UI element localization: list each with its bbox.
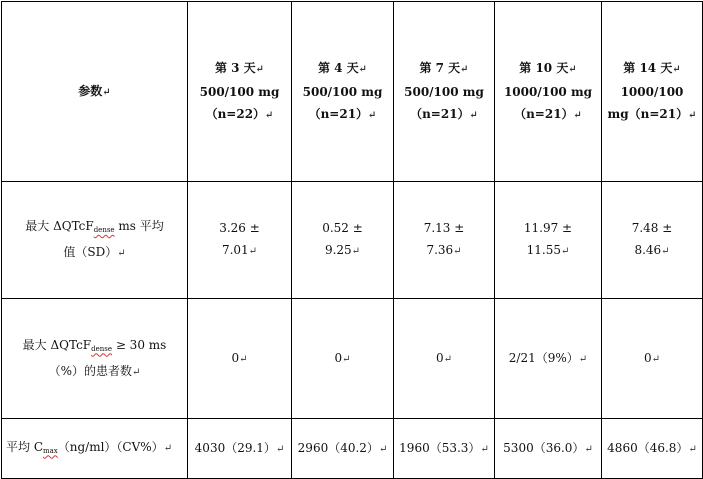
paragraph-mark-icon: ↵	[469, 109, 478, 121]
paragraph-mark-icon: ↵	[443, 353, 453, 365]
cell-cmax: 1960（53.3）	[399, 440, 481, 455]
paragraph-mark-icon: ↵	[560, 246, 570, 257]
row-label-text: （ng/ml）（CV%）	[57, 439, 164, 454]
row-label-text: 最大 ΔQTcF	[22, 337, 92, 352]
paragraph-mark-icon: ↵	[672, 63, 681, 75]
paragraph-mark-icon: ↵	[239, 353, 248, 365]
paragraph-mark-icon: ↵	[351, 246, 361, 257]
paragraph-mark-icon: ↵	[460, 63, 469, 75]
paragraph-mark-icon: ↵	[342, 353, 351, 365]
header-day-label: 第 10 天	[519, 60, 569, 75]
cell-value	[292, 419, 394, 479]
cell-sd: 11.55	[526, 243, 561, 257]
cell-mean: 11.97 ±	[523, 221, 573, 235]
header-n-label: mg（n=21）	[607, 106, 689, 121]
table-row	[2, 299, 703, 419]
paragraph-mark-icon: ↵	[661, 246, 670, 257]
cell-value	[394, 419, 495, 479]
cell-cmax: 2960（40.2）	[297, 440, 379, 455]
paragraph-mark-icon: ↵	[163, 442, 173, 454]
cell-value	[602, 419, 703, 479]
cell-value	[495, 182, 602, 299]
header-n-label: （n=21）	[308, 106, 369, 121]
header-day-label: 第 7 天	[419, 60, 461, 75]
paragraph-mark-icon: ↵	[688, 443, 697, 455]
paragraph-mark-icon: ↵	[255, 63, 265, 75]
cell-sd: 9.25	[324, 243, 352, 257]
row-label-mean-qtcf	[2, 182, 188, 299]
header-day10	[495, 2, 602, 182]
row-label-mean-cmax	[2, 419, 188, 479]
paragraph-mark-icon: ↵	[573, 109, 582, 121]
paragraph-mark-icon: ↵	[265, 109, 274, 121]
paragraph-mark-icon: ↵	[275, 443, 285, 455]
cell-cmax: 5300（36.0）	[503, 440, 585, 455]
header-day7	[394, 2, 495, 182]
paragraph-mark-icon: ↵	[568, 63, 577, 75]
cell-mean: 3.26 ±	[219, 221, 260, 235]
header-day-label: 第 4 天	[317, 60, 359, 75]
header-day3	[188, 2, 292, 182]
paragraph-mark-icon: ↵	[368, 109, 377, 121]
row-label-text: 平均 C	[6, 439, 43, 454]
cell-value	[602, 182, 703, 299]
paragraph-mark-icon: ↵	[651, 353, 661, 365]
cell-value	[292, 299, 394, 419]
row-label-subscript: dense	[93, 226, 115, 234]
cell-value	[394, 299, 495, 419]
cell-sd: 7.36	[426, 243, 454, 257]
paragraph-mark-icon: ↵	[102, 86, 111, 98]
cell-count: 0	[643, 350, 652, 365]
paragraph-mark-icon: ↵	[453, 246, 462, 257]
cell-value	[495, 419, 602, 479]
cell-value	[495, 299, 602, 419]
header-day14	[602, 2, 703, 182]
paragraph-mark-icon: ↵	[358, 63, 368, 75]
cell-count: 0	[435, 350, 444, 365]
header-dose-label: 500/100 mg	[404, 84, 484, 99]
header-n-label: （n=22）	[205, 106, 266, 121]
header-n-label: （n=21）	[410, 106, 470, 121]
paragraph-mark-icon: ↵	[578, 353, 588, 365]
cell-value	[292, 182, 394, 299]
pk-qtc-table	[1, 1, 703, 479]
row-label-text: ≥ 30 ms	[112, 337, 167, 352]
cell-count: 0	[231, 350, 240, 365]
cell-mean: 7.48 ±	[631, 221, 673, 235]
cell-mean: 0.52 ±	[322, 221, 363, 235]
paragraph-mark-icon: ↵	[378, 443, 388, 455]
header-day-label: 第 14 天	[623, 60, 673, 75]
cell-cmax: 4860（46.8）	[607, 440, 689, 455]
header-dose-label: 1000/100	[620, 84, 684, 99]
cell-count: 0	[334, 350, 343, 365]
cell-value	[188, 299, 292, 419]
header-day4	[292, 2, 394, 182]
cell-count: 2/21（9%）	[508, 350, 579, 365]
row-label-subscript: dense	[91, 344, 112, 353]
paragraph-mark-icon: ↵	[688, 109, 697, 121]
cell-cmax: 4030（29.1）	[194, 440, 276, 455]
param-header-text: 参数	[78, 83, 103, 98]
row-label-text: 值（SD）	[63, 245, 118, 259]
table-row	[2, 419, 703, 479]
header-dose-label: 1000/100 mg	[503, 84, 593, 99]
cell-value	[602, 299, 703, 419]
param-header-cell	[2, 2, 188, 182]
cell-value	[188, 419, 292, 479]
paragraph-mark-icon: ↵	[584, 443, 593, 455]
cell-mean: 7.13 ±	[423, 221, 465, 235]
row-label-qtcf-over-30	[2, 299, 188, 419]
header-row	[2, 2, 703, 182]
paragraph-mark-icon: ↵	[480, 443, 489, 455]
cell-value	[394, 182, 495, 299]
row-label-text: 最大 ΔQTcF	[25, 219, 94, 233]
cell-sd: 7.01	[221, 243, 249, 257]
paragraph-mark-icon: ↵	[117, 248, 126, 259]
table-row	[2, 182, 703, 299]
cell-sd: 8.46	[634, 243, 662, 257]
header-day-label: 第 3 天	[214, 60, 256, 75]
row-label-text: ms 平均	[114, 219, 164, 233]
header-dose-label: 500/100 mg	[199, 84, 280, 99]
row-label-text: （%）的患者数	[48, 363, 132, 378]
header-dose-label: 500/100 mg	[302, 84, 383, 99]
row-label-subscript: max	[43, 446, 58, 455]
header-n-label: （n=21）	[514, 106, 574, 121]
paragraph-mark-icon: ↵	[132, 366, 141, 378]
cell-value	[188, 182, 292, 299]
paragraph-mark-icon: ↵	[248, 246, 258, 257]
